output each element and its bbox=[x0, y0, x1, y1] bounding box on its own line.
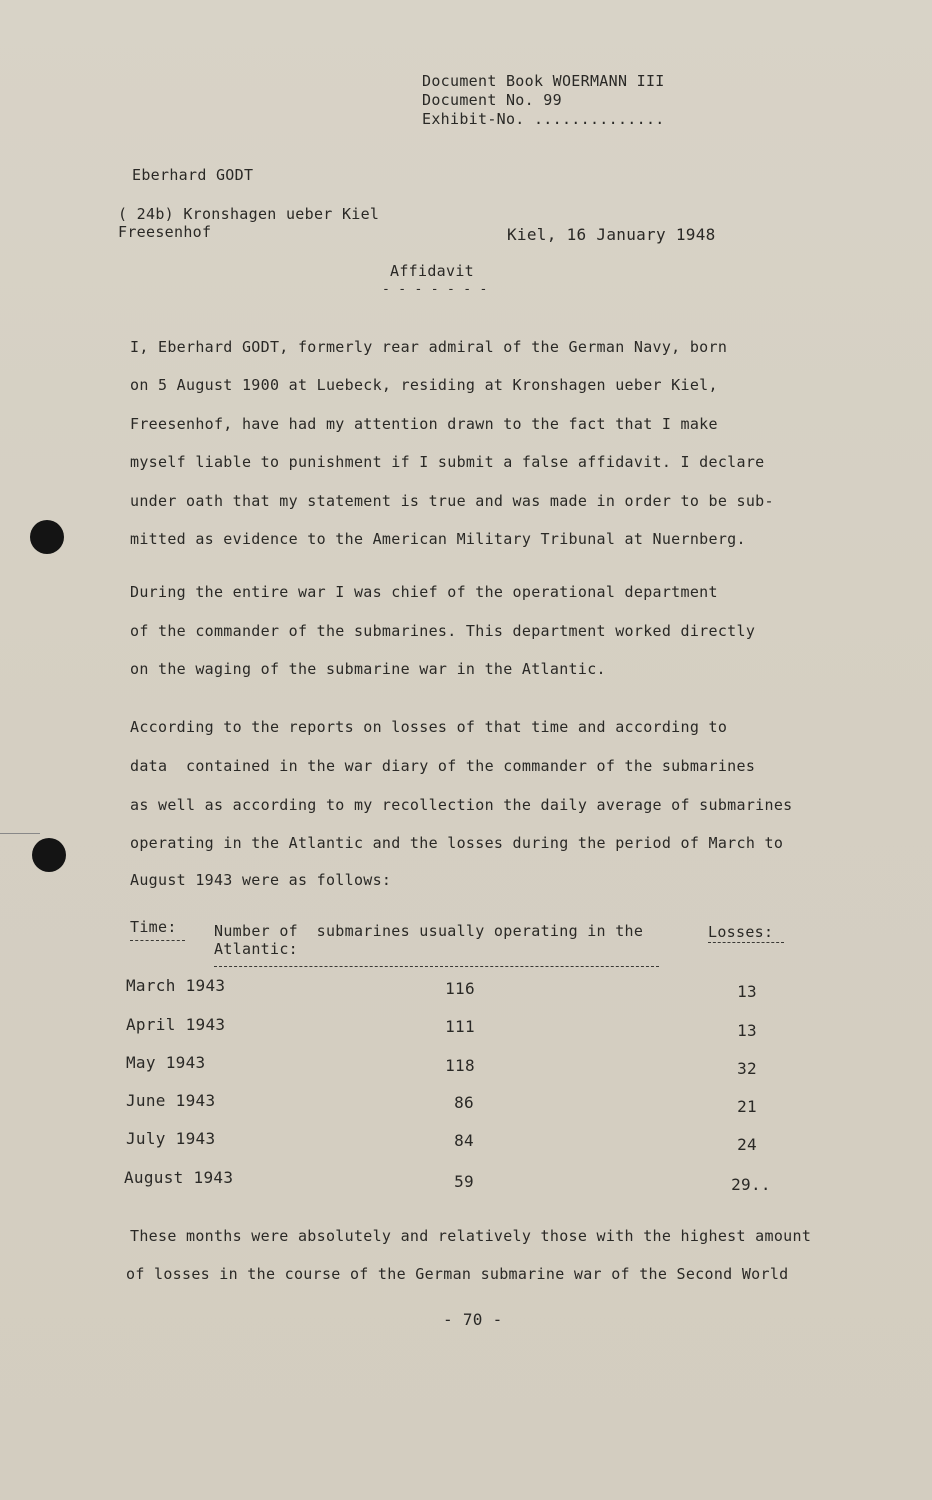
punch-hole-top bbox=[30, 520, 64, 554]
doc-book-line: Document Book WOERMANN III bbox=[422, 72, 665, 90]
row-time: May 1943 bbox=[126, 1053, 206, 1072]
para1-line: I, Eberhard GODT, formerly rear admiral of the German Navy, born bbox=[130, 338, 728, 356]
affidavit-title: Affidavit bbox=[390, 262, 474, 280]
para4-line: of losses in the course of the German submarine war of the Second World bbox=[126, 1265, 789, 1283]
row-losses: 21 bbox=[737, 1097, 757, 1116]
para1-line: myself liable to punishment if I submit a false affidavit. I declare bbox=[130, 453, 765, 471]
losses-underline bbox=[708, 942, 784, 943]
sender-name: Eberhard GODT bbox=[132, 166, 254, 184]
sender-address-1: ( 24b) Kronshagen ueber Kiel bbox=[118, 205, 380, 223]
row-losses: 13 bbox=[737, 1021, 757, 1040]
row-number: 86 bbox=[454, 1093, 474, 1112]
row-number: 118 bbox=[445, 1056, 475, 1075]
page-number: - 70 - bbox=[443, 1310, 503, 1329]
row-losses: 32 bbox=[737, 1059, 757, 1078]
table-header-number-2: Atlantic: bbox=[214, 940, 298, 958]
sender-address-2: Freesenhof bbox=[118, 223, 212, 241]
row-time: April 1943 bbox=[126, 1015, 226, 1034]
exhibit-line: Exhibit-No. .............. bbox=[422, 110, 665, 128]
para2-line: of the commander of the submarines. This department worked directly bbox=[130, 622, 756, 640]
doc-number-line: Document No. 99 bbox=[422, 91, 562, 109]
punch-hole-bottom bbox=[32, 838, 66, 872]
row-time: August 1943 bbox=[124, 1168, 234, 1187]
para1-line: mitted as evidence to the American Military Tribunal at Nuernberg. bbox=[130, 530, 746, 548]
para3-line: as well as according to my recollection the daily average of submarines bbox=[130, 796, 793, 814]
table-header-number: Number of submarines usually operating in the bbox=[214, 922, 644, 940]
row-number: 84 bbox=[454, 1131, 474, 1150]
affidavit-title-underline: - - - - - - - bbox=[382, 282, 488, 297]
para3-line: August 1943 were as follows: bbox=[130, 871, 392, 889]
row-time: March 1943 bbox=[126, 976, 226, 995]
para2-line: During the entire war I was chief of the operational department bbox=[130, 583, 718, 601]
row-number: 116 bbox=[445, 979, 475, 998]
row-number: 59 bbox=[454, 1172, 474, 1191]
para2-line: on the waging of the submarine war in the Atlantic. bbox=[130, 660, 606, 678]
para1-line: on 5 August 1900 at Luebeck, residing at Kronshagen ueber Kiel, bbox=[130, 376, 718, 394]
table-header-time: Time: bbox=[130, 918, 177, 936]
para3-line: data contained in the war diary of the commander of the submarines bbox=[130, 757, 756, 775]
time-underline bbox=[130, 940, 185, 941]
row-number: 111 bbox=[445, 1017, 475, 1036]
para3-line: operating in the Atlantic and the losses during the period of March to bbox=[130, 834, 784, 852]
row-time: June 1943 bbox=[126, 1091, 216, 1110]
fold-mark bbox=[0, 833, 40, 834]
number-underline bbox=[214, 966, 659, 967]
row-losses: 13 bbox=[737, 982, 757, 1001]
row-losses: 24 bbox=[737, 1135, 757, 1154]
para1-line: under oath that my statement is true and was made in order to be sub- bbox=[130, 492, 774, 510]
para4-line: These months were absolutely and relatively those with the highest amount bbox=[130, 1227, 812, 1245]
para3-line: According to the reports on losses of that time and according to bbox=[130, 718, 728, 736]
para1-line: Freesenhof, have had my attention drawn to the fact that I make bbox=[130, 415, 718, 433]
row-time: July 1943 bbox=[126, 1129, 216, 1148]
table-header-losses: Losses: bbox=[708, 923, 774, 941]
place-date: Kiel, 16 January 1948 bbox=[507, 225, 716, 244]
row-losses: 29.. bbox=[731, 1175, 771, 1194]
